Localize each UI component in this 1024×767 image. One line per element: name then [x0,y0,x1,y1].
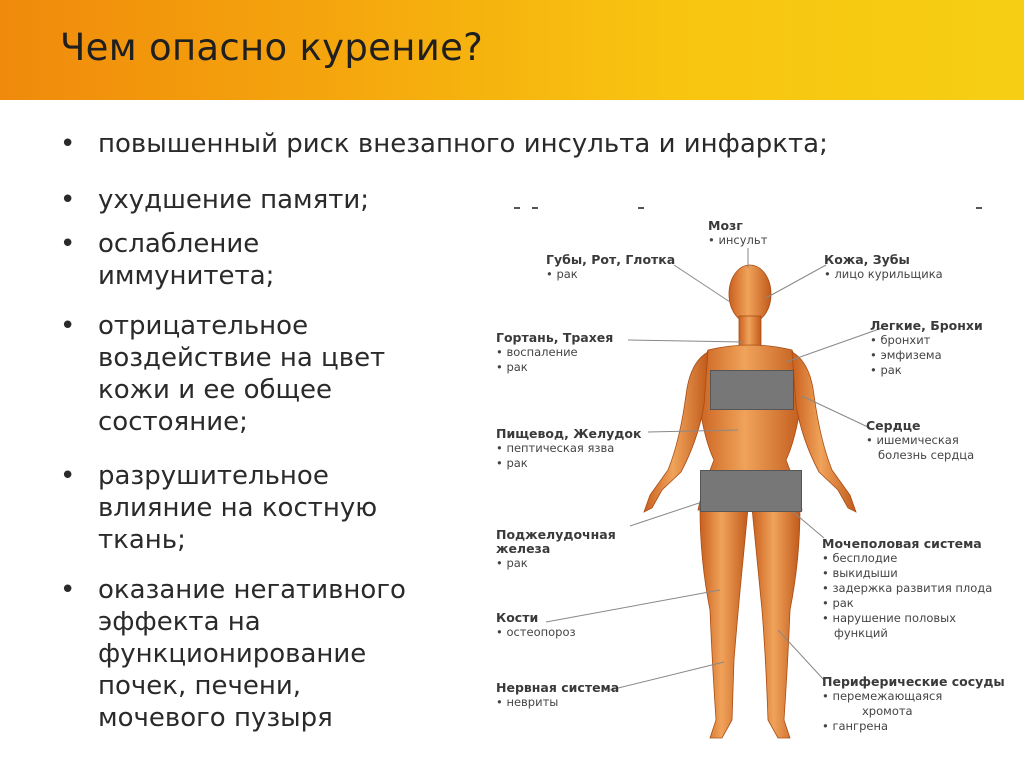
label-larynx [496,330,613,375]
bullet-dot: • [60,311,76,341]
label-lips-title: Губы, Рот, Глотка [546,252,676,267]
label-larynx-item: • рак [496,360,528,374]
label-urogenital-item: • бесплодие [822,551,898,565]
label-lungs-item: • эмфизема [870,348,942,362]
bullet-item [58,184,458,216]
label-lungs-title: Легкие, Бронхи [870,318,983,333]
label-pancreas-item: • рак [496,556,528,570]
label-bones-title: Кости [496,610,539,625]
label-nervous-title: Нервная система [496,680,620,695]
label-heart-item: • ишемическая [866,433,959,447]
label-skin-title: Кожа, Зубы [824,252,910,267]
bullet-item [58,460,458,556]
label-lips-item: • рак [546,267,578,281]
censor-bar-pelvis [700,470,802,512]
label-heart [866,418,974,463]
bullet-text: отрицательное воздействие на цвет кожи и ее общее состояние; [98,311,386,437]
top-marks [514,207,982,209]
bullet-text: ослабление иммунитета; [98,229,275,291]
label-urogenital-item: • нарушение половых [822,611,957,625]
label-esophagus [496,426,641,471]
bullet-dot: • [60,185,76,215]
label-vessels-item: хромота [862,704,913,718]
bullet-text: повышенный риск внезапного инсульта и инфаркта; [98,129,828,159]
label-larynx-title: Гортань, Трахея [496,330,614,345]
label-urogenital-item: • задержка развития плода [822,581,993,595]
bullet-text: разрушительное влияние на костную ткань; [98,461,378,555]
label-esophagus-item: • рак [496,456,528,470]
slide-title: Чем опасно курение? [60,26,484,69]
label-heart-title: Сердце [866,418,921,433]
bullet-item [58,128,958,160]
label-urogenital-item: • рак [822,596,854,610]
label-vessels-title: Периферические сосуды [822,674,1005,689]
label-urogenital-item: функций [834,626,888,640]
label-urogenital-title: Мочеполовая система [822,536,982,551]
censor-bar-chest [710,370,794,410]
bullet-dot: • [60,575,76,605]
label-urogenital-item: • выкидыши [822,566,898,580]
label-brain-title: Мозг [708,218,743,233]
label-larynx-item: • воспаление [496,345,578,359]
label-brain [708,218,767,248]
bullet-text: оказание негативного эффекта на функционирование почек, печени, мочевого пузыря [98,575,406,733]
label-vessels [822,674,1005,734]
bullet-dot: • [60,229,76,259]
label-skin [824,252,943,282]
bullet-item [58,228,458,292]
label-nervous-item: • невриты [496,695,559,709]
label-lungs [870,318,983,378]
label-nervous [496,680,619,710]
body-diagram [486,190,1020,750]
label-bones [496,610,576,640]
label-lips [546,252,675,282]
bullet-item [58,574,458,734]
bullet-dot: • [60,461,76,491]
label-vessels-item: • гангрена [822,719,889,733]
label-pancreas-title: Поджелудочная железа [496,527,616,556]
label-esophagus-title: Пищевод, Желудок [496,426,642,441]
label-brain-item: • инсульт [708,233,768,247]
label-bones-item: • остеопороз [496,625,576,639]
label-vessels-item: • перемежающаяся [822,689,943,703]
label-esophagus-item: • пептическая язва [496,441,615,455]
label-pancreas [496,528,616,571]
bullet-dot: • [60,129,76,159]
slide-header [0,0,1024,100]
bullet-text: ухудшение памяти; [98,185,370,215]
bullet-item [58,310,458,438]
label-skin-item: • лицо курильщика [824,267,943,281]
label-lungs-item: • рак [870,363,902,377]
label-heart-item: болезнь сердца [878,448,975,462]
label-lungs-item: • бронхит [870,333,931,347]
label-urogenital [822,536,992,641]
